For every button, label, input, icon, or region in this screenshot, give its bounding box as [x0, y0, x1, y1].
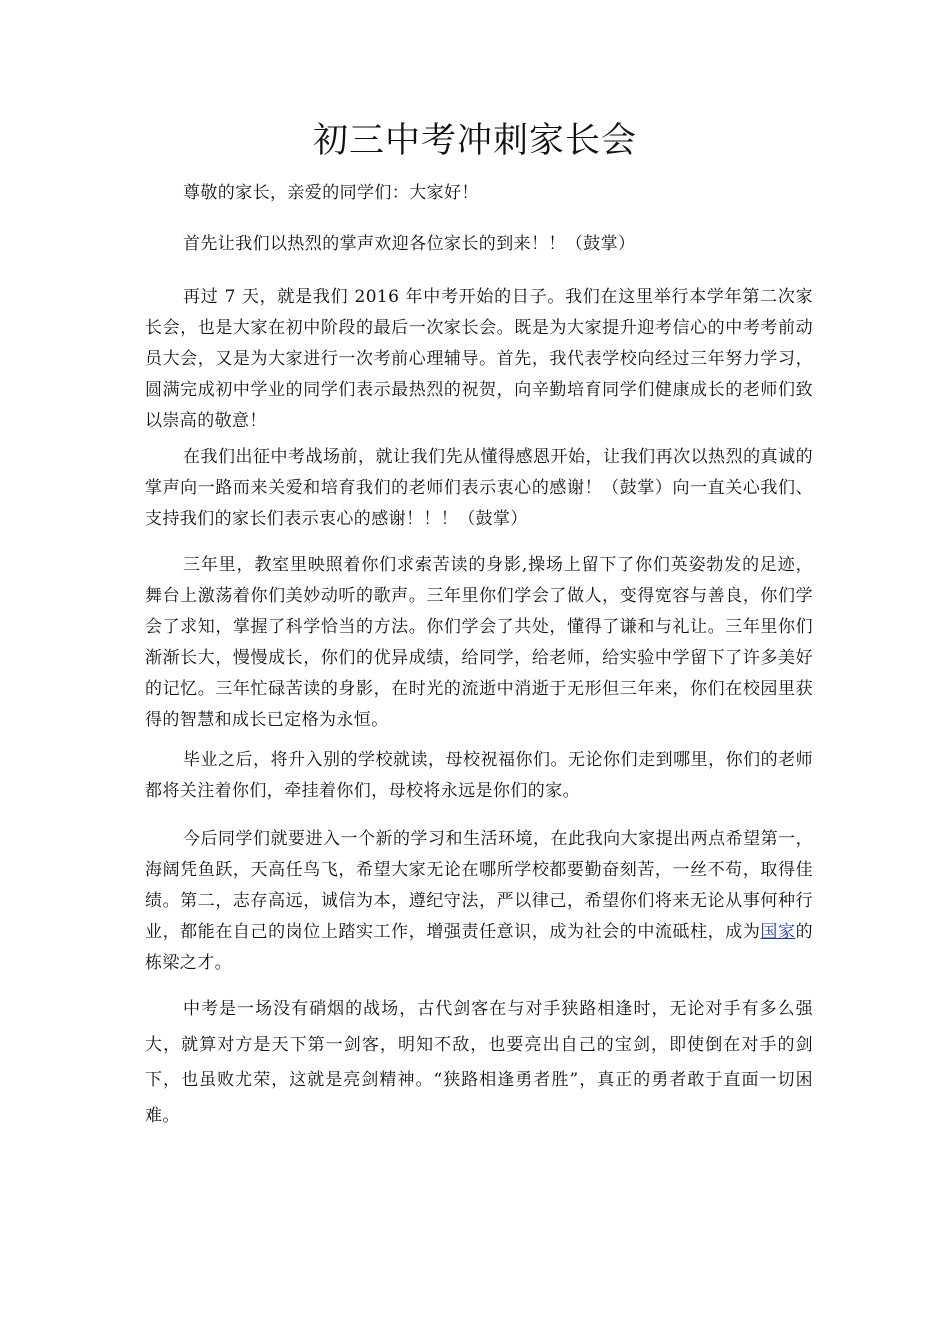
paragraph-6: 中考是一场没有硝烟的战场，古代剑客在与对手狭路相逢时，无论对手有多么强大，就算对方是天下第一剑客，明知不敌，也要亮出自己的宝剑，即使倒在对手的剑下，也虽败尤荣，这就是亮剑精神。“狭路相逢勇者胜”，真正的勇者敢于直面一切困难。 — [145, 999, 813, 1126]
paragraph-5 — [145, 824, 813, 979]
paragraph-2: 在我们出征中考战场前，就让我们先从懂得感恩开始，让我们再次以热烈的真诚的掌声向一路而来关爱和培育我们的老师们表示衷心的感谢！（鼓掌）向一直关心我们、支持我们的家长们表示衷心的感谢！！！（鼓掌） — [145, 447, 813, 529]
paragraph-5-text-before: 今后同学们就要进入一个新的学习和生活环境，在此我向大家提出两点希望第一，海阔凭鱼跃，天高任鸟飞，希望大家无论在哪所学校都要勤奋刻苦，一丝不苟，取得佳绩。第二，志存高远，诚信为本，遵纪守法，严以律己，希望你们将来无论从事何种行业，都能在自己的岗位上踏实工作，增强责任意识，成为社会的中流砥柱，成为 — [145, 829, 813, 942]
greeting-paragraph: 尊敬的家长，亲爱的同学们：大家好！ — [183, 183, 479, 203]
paragraph-3: 三年里，教室里映照着你们求索苦读的身影,操场上留下了你们英姿勃发的足迹，舞台上激荡着你们美妙动听的歌声。三年里你们学会了做人，变得宽容与善良，你们学会了求知，掌握了科学恰当的方法。你们学会了共处，懂得了谦和与礼让。三年里你们渐渐长大，慢慢成长，你们的优异成绩，给同学，给老师，给实验中学留下了许多美好的记忆。三年忙碌苦读的身影，在时光的流逝中消逝于无形但三年来，你们在校园里获得的智慧和成长已定格为永恒。 — [145, 555, 813, 730]
country-link[interactable]: 国家 — [760, 922, 796, 942]
paragraph-4: 毕业之后，将升入别的学校就读，母校祝福你们。无论你们走到哪里，你们的老师都将关注着你们，牵挂着你们，母校将永远是你们的家。 — [145, 750, 813, 801]
paragraph-5-text-after: 的栋梁之才。 — [145, 922, 813, 973]
welcome-paragraph: 首先让我们以热烈的掌声欢迎各位家长的到来！！（鼓掌） — [183, 234, 636, 254]
paragraph-1: 再过 7 天，就是我们 2016 年中考开始的日子。我们在这里举行本学年第二次家长会，也是大家在初中阶段的最后一次家长会。既是为大家提升迎考信心的中考考前动员大会，又是为大家进行一次考前心理辅导。首先，我代表学校向经过三年努力学习，圆满完成初中学业的同学们表示最热烈的祝贺，向辛勤培育同学们健康成长的老师们致以崇高的敬意！ — [145, 287, 813, 431]
page-title: 初三中考冲刺家长会 — [312, 121, 637, 161]
